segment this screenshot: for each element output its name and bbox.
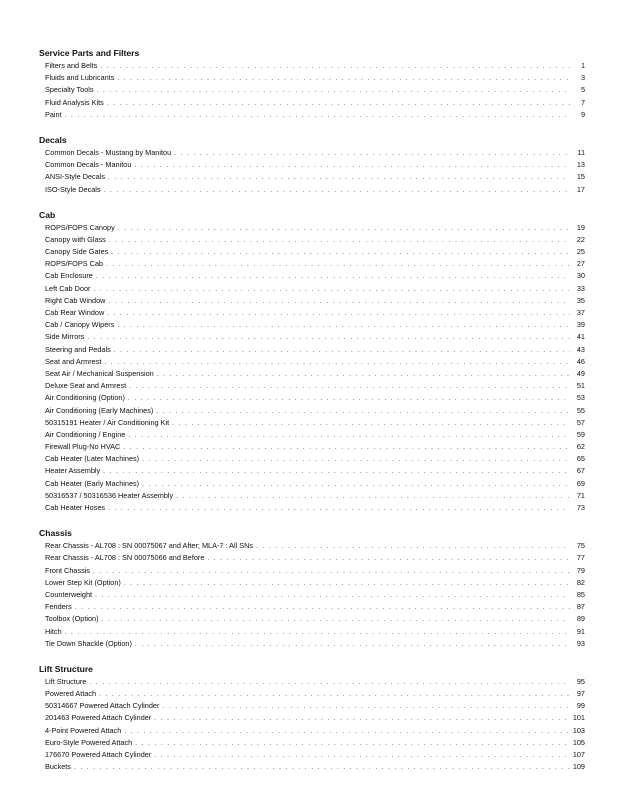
entry-page-number: 99	[576, 701, 585, 711]
entry-page-number: 46	[576, 356, 585, 366]
entry-label: Fenders	[45, 602, 72, 612]
toc-entry[interactable]	[39, 761, 585, 773]
entry-label: ISO-Style Decals	[45, 184, 101, 194]
toc-entry[interactable]	[39, 417, 585, 429]
entry-page-number: 7	[580, 97, 585, 107]
dot-leader	[87, 332, 570, 344]
toc-section	[39, 528, 585, 650]
entry-page-number: 87	[576, 602, 585, 612]
toc-entry[interactable]	[39, 700, 585, 712]
entry-label: Left Cab Door	[45, 283, 91, 293]
toc-entry[interactable]	[39, 688, 585, 700]
toc-entry[interactable]	[39, 565, 585, 577]
toc-entry[interactable]	[39, 626, 585, 638]
entry-page-number: 107	[572, 750, 585, 759]
dot-leader	[99, 689, 570, 701]
dot-leader	[128, 393, 570, 405]
toc-entry[interactable]	[39, 368, 585, 380]
entry-page-number: 91	[576, 626, 585, 636]
entry-label: 176670 Powered Attach Cylinder	[45, 750, 152, 759]
entry-label: 4-Point Powered Attach	[45, 725, 122, 735]
entry-label: Hitch	[45, 626, 62, 636]
entry-label: Powered Attach	[45, 689, 97, 699]
toc-entry[interactable]	[39, 490, 585, 502]
dot-leader	[156, 406, 570, 418]
toc-entry[interactable]	[39, 392, 585, 404]
entry-label: Counterweight	[45, 589, 93, 599]
dot-leader	[103, 466, 570, 478]
dot-leader	[65, 627, 570, 639]
entry-label: 50315191 Heater / Air Conditioning Kit	[45, 417, 170, 427]
entry-label: Rear Chassis - AL708 : SN 00075066 and Before	[45, 553, 205, 563]
entry-page-number: 97	[576, 689, 585, 699]
dot-leader	[104, 357, 570, 369]
entry-page-number: 22	[576, 234, 585, 244]
entry-page-number: 35	[576, 295, 585, 305]
dot-leader	[157, 369, 570, 381]
entry-page-number: 57	[576, 417, 585, 427]
toc-entry[interactable]	[39, 429, 585, 441]
entry-label: Seat Air / Mechanical Suspension	[45, 368, 154, 378]
section-title: Decals	[39, 134, 67, 145]
toc-entry[interactable]	[39, 147, 585, 159]
toc-entry[interactable]	[39, 737, 585, 749]
dot-leader	[102, 614, 570, 626]
entry-label: Paint	[45, 109, 62, 119]
entry-label: Cab Heater (Early Machines)	[45, 478, 140, 488]
entry-page-number: 62	[576, 442, 585, 452]
entry-label: Cab Enclosure	[45, 271, 93, 281]
entry-label: Cab Rear Window	[45, 308, 105, 317]
entry-label: Fluids and Lubricants	[45, 73, 115, 83]
entry-page-number: 67	[576, 466, 585, 476]
entry-page-number: 93	[576, 638, 585, 648]
entry-label: ANSI-Style Decals	[45, 172, 106, 182]
toc-entry[interactable]	[39, 295, 585, 307]
entry-page-number: 59	[576, 429, 585, 439]
entry-label: Common Decals - Mustang by Manitou	[45, 147, 172, 157]
section-title: Chassis	[39, 528, 72, 539]
entry-page-number: 103	[572, 725, 585, 735]
dot-leader	[256, 541, 570, 553]
toc-entry[interactable]	[39, 465, 585, 477]
entry-label: Right Cab Window	[45, 295, 106, 305]
dot-leader	[207, 553, 570, 565]
dot-leader	[162, 701, 570, 713]
entry-page-number: 77	[576, 553, 585, 563]
toc-entry[interactable]	[39, 258, 585, 270]
entry-page-number: 51	[576, 381, 585, 391]
entry-label: ROPS/FOPS Cab	[45, 259, 103, 269]
entry-page-number: 79	[576, 565, 585, 575]
entry-label: Lift Structure	[45, 676, 87, 686]
entry-label: 50316537 / 50316536 Heater Assembly	[45, 490, 174, 500]
dot-leader	[154, 750, 570, 762]
entry-page-number: 25	[576, 247, 585, 257]
entry-page-number: 85	[576, 589, 585, 599]
dot-leader	[108, 172, 570, 184]
entry-page-number: 89	[576, 614, 585, 624]
toc-entry[interactable]	[39, 344, 585, 356]
toc-entry[interactable]	[39, 222, 585, 234]
toc-entry[interactable]	[39, 441, 585, 453]
toc-entry[interactable]	[39, 84, 585, 96]
dot-leader	[74, 762, 570, 774]
section-title: Service Parts and Filters	[39, 48, 140, 58]
toc-entry[interactable]	[39, 234, 585, 246]
toc-entry[interactable]	[39, 319, 585, 331]
entry-page-number: 17	[576, 184, 585, 194]
toc-entry[interactable]	[39, 171, 585, 183]
dot-leader	[176, 491, 570, 503]
entry-page-number: 109	[572, 762, 585, 772]
dot-leader	[111, 247, 570, 259]
dot-leader	[100, 61, 570, 73]
entry-label: Toolbox (Option)	[45, 614, 99, 624]
dot-leader	[129, 381, 570, 393]
toc-entry[interactable]	[39, 725, 585, 737]
toc-entry[interactable]	[39, 159, 585, 171]
entry-label: Side Mirrors	[45, 332, 85, 342]
dot-leader	[89, 677, 570, 689]
dot-leader	[96, 271, 570, 283]
dot-leader	[108, 296, 570, 308]
toc-entry[interactable]	[39, 246, 585, 258]
dot-leader	[142, 479, 570, 491]
entry-label: Heater Assembly	[45, 466, 101, 476]
dot-leader	[95, 590, 570, 602]
dot-leader	[93, 566, 570, 578]
dot-leader	[107, 98, 570, 110]
dot-leader	[172, 418, 570, 430]
entry-label: 201463 Powered Attach Cylinder	[45, 713, 152, 723]
entry-label: Common Decals - Manitou	[45, 160, 132, 170]
toc-entry[interactable]	[39, 331, 585, 343]
dot-leader	[114, 345, 570, 357]
toc-section	[39, 135, 585, 196]
dot-leader	[117, 320, 570, 332]
toc-entry[interactable]	[39, 577, 585, 589]
dot-leader	[124, 726, 570, 738]
toc-entry[interactable]	[39, 502, 585, 514]
entry-page-number: 95	[576, 676, 585, 686]
entry-label: Steering and Pedals	[45, 344, 111, 354]
dot-leader	[154, 713, 570, 725]
entry-label: Rear Chassis - AL708 : SN 00075067 and After; MLA-7 : All SNs	[45, 541, 254, 551]
entry-page-number: 13	[576, 160, 585, 170]
entry-page-number: 27	[576, 259, 585, 269]
dot-leader	[134, 160, 570, 172]
entry-label: 50314667 Powered Attach Cylinder	[45, 701, 160, 711]
dot-leader	[124, 578, 570, 590]
dot-leader	[142, 454, 570, 466]
entry-page-number: 53	[576, 393, 585, 403]
toc-entry[interactable]	[39, 749, 585, 761]
toc-entry[interactable]	[39, 478, 585, 490]
toc-entry[interactable]	[39, 109, 585, 121]
toc-section	[39, 210, 585, 515]
entry-label: Cab Heater (Later Machines)	[45, 454, 140, 464]
dot-leader	[97, 85, 570, 97]
entry-page-number: 75	[576, 541, 585, 551]
entry-label: ROPS/FOPS Canopy	[45, 222, 115, 232]
toc-entry[interactable]	[39, 540, 585, 552]
dot-leader	[135, 738, 570, 750]
entry-label: Air Conditioning (Option)	[45, 393, 125, 403]
toc-entry[interactable]	[39, 380, 585, 392]
entry-page-number: 15	[576, 172, 585, 182]
toc-entry[interactable]	[39, 356, 585, 368]
entry-page-number: 33	[576, 283, 585, 293]
dot-leader	[135, 639, 570, 651]
entry-page-number: 39	[576, 320, 585, 330]
dot-leader	[117, 73, 570, 85]
toc-entry[interactable]	[39, 589, 585, 601]
toc-entry[interactable]	[39, 60, 585, 72]
entry-label: Fluid Analysis Kits	[45, 97, 104, 107]
toc-entry[interactable]	[39, 405, 585, 417]
entry-label: Firewall Plug-No HVAC	[45, 442, 121, 452]
entry-page-number: 19	[576, 222, 585, 232]
entry-page-number: 9	[580, 109, 585, 119]
entry-label: Canopy with Glass	[45, 234, 106, 244]
toc-entry[interactable]	[39, 307, 585, 319]
toc-section	[39, 664, 585, 774]
entry-page-number: 101	[572, 713, 585, 723]
entry-page-number: 105	[572, 737, 585, 747]
entry-page-number: 11	[577, 147, 585, 157]
entry-page-number: 3	[580, 73, 585, 83]
toc-section	[39, 48, 585, 121]
toc-entry[interactable]	[39, 601, 585, 613]
entry-page-number: 41	[576, 332, 585, 342]
dot-leader	[118, 223, 570, 235]
dot-leader	[128, 430, 570, 442]
entry-label: Seat and Armrest	[45, 356, 102, 366]
entry-label: Cab Heater Hoses	[45, 503, 106, 512]
entry-page-number: 65	[576, 454, 585, 464]
dot-leader	[75, 602, 570, 614]
entry-label: Specialty Tools	[45, 85, 94, 95]
toc-entry[interactable]	[39, 676, 585, 688]
entry-page-number: 49	[576, 368, 585, 378]
entry-page-number: 71	[576, 490, 585, 500]
entry-page-number: 82	[576, 577, 585, 587]
entry-label: Deluxe Seat and Armrest	[45, 381, 127, 391]
toc-entry[interactable]	[39, 453, 585, 465]
dot-leader	[123, 442, 570, 454]
toc-entry[interactable]	[39, 270, 585, 282]
toc-entry[interactable]	[39, 712, 585, 724]
entry-label: Canopy Side Gates	[45, 247, 109, 257]
entry-page-number: 73	[576, 503, 585, 512]
toc-entry[interactable]	[39, 97, 585, 109]
entry-label: Air Conditioning / Engine	[45, 429, 126, 439]
entry-page-number: 1	[580, 61, 585, 70]
table-of-contents	[39, 48, 585, 787]
dot-leader	[109, 235, 570, 247]
toc-entry[interactable]	[39, 72, 585, 84]
entry-label: Air Conditioning (Early Machines)	[45, 405, 154, 415]
dot-leader	[104, 185, 570, 197]
entry-page-number: 30	[576, 271, 585, 281]
dot-leader	[93, 284, 570, 296]
entry-label: Lower Step Kit (Option)	[45, 577, 121, 587]
entry-page-number: 5	[580, 85, 585, 95]
toc-entry[interactable]	[39, 613, 585, 625]
entry-label: Euro-Style Powered Attach	[45, 737, 133, 747]
entry-label: Front Chassis	[45, 565, 91, 575]
toc-entry[interactable]	[39, 552, 585, 564]
entry-page-number: 43	[576, 344, 585, 354]
entry-label: Cab / Canopy Wipers	[45, 320, 115, 330]
entry-label: Filters and Belts	[45, 61, 98, 70]
entry-label: Tie Down Shackle (Option)	[45, 638, 132, 648]
dot-leader	[65, 110, 570, 122]
toc-entry[interactable]	[39, 184, 585, 196]
dot-leader	[174, 148, 570, 160]
section-title: Lift Structure	[39, 663, 93, 674]
toc-entry[interactable]	[39, 283, 585, 295]
entry-page-number: 55	[576, 405, 585, 415]
dot-leader	[108, 503, 570, 515]
dot-leader	[106, 259, 570, 271]
entry-label: Buckets	[45, 762, 71, 772]
entry-page-number: 69	[576, 478, 585, 488]
toc-entry[interactable]	[39, 638, 585, 650]
dot-leader	[107, 308, 570, 320]
entry-page-number: 37	[576, 308, 585, 317]
section-title: Cab	[39, 209, 56, 220]
